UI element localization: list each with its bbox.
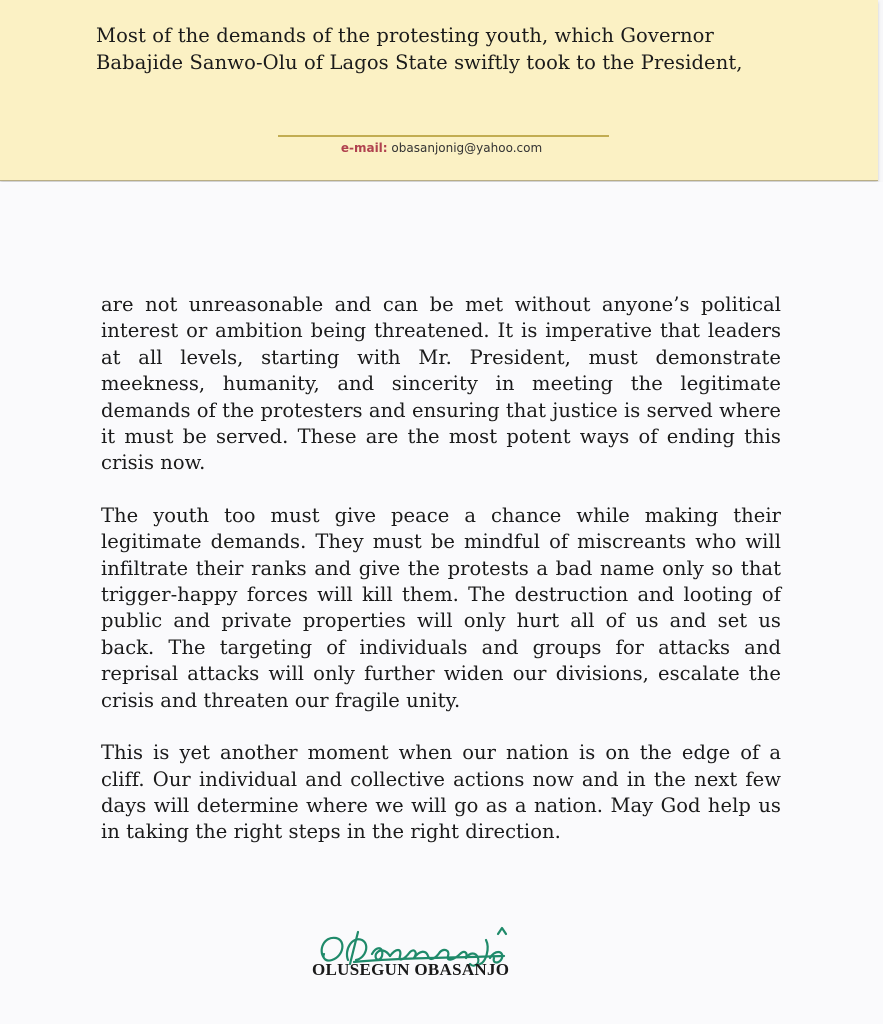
email-divider — [278, 135, 609, 137]
letterhead-sheet — [0, 0, 878, 181]
paragraph-1: are not unreasonable and can be met without anyone’s political interest or ambition being threatened. It is imperative that leaders at all levels, starting with Mr. President, must demonstrate meekness, humanity, and sincerity in meeting the legitimate demands of the protesters and ensuring that justice is served where it must be served. These are the most potent ways of ending this crisis now. — [101, 293, 781, 475]
email-address: obasanjonig@yahoo.com — [391, 141, 543, 155]
letterhead-text — [96, 22, 796, 76]
letterhead-line-2: Babajide Sanwo-Olu of Lagos State swiftly took to the President, — [96, 51, 743, 74]
paragraph-2: The youth too must give peace a chance while making their legitimate demands. They must be mindful of miscreants who will infiltrate their ranks and give the protests a bad name only so that trigger-happy forces will kill them. The destruction and looting of public and private properties will only hurt all of us and set us back. The targeting of individuals and groups for attacks and reprisal attacks will only further widen our divisions, escalate the crisis and threaten our fragile unity. — [101, 503, 781, 712]
email-line — [0, 141, 883, 155]
email-label: e-mail: — [340, 141, 388, 155]
letterhead-line-1: Most of the demands of the protesting youth, which Governor — [96, 24, 714, 47]
signatory-name: OLUSEGUN OBASANJO — [312, 960, 510, 979]
paragraph-3: This is yet another moment when our nation is on the edge of a cliff. Our individual and collective actions now and in the next few days will determine where we will go as a nation. May God help us in taking the right steps in the right direction. — [101, 741, 781, 844]
letter-body — [101, 292, 781, 872]
